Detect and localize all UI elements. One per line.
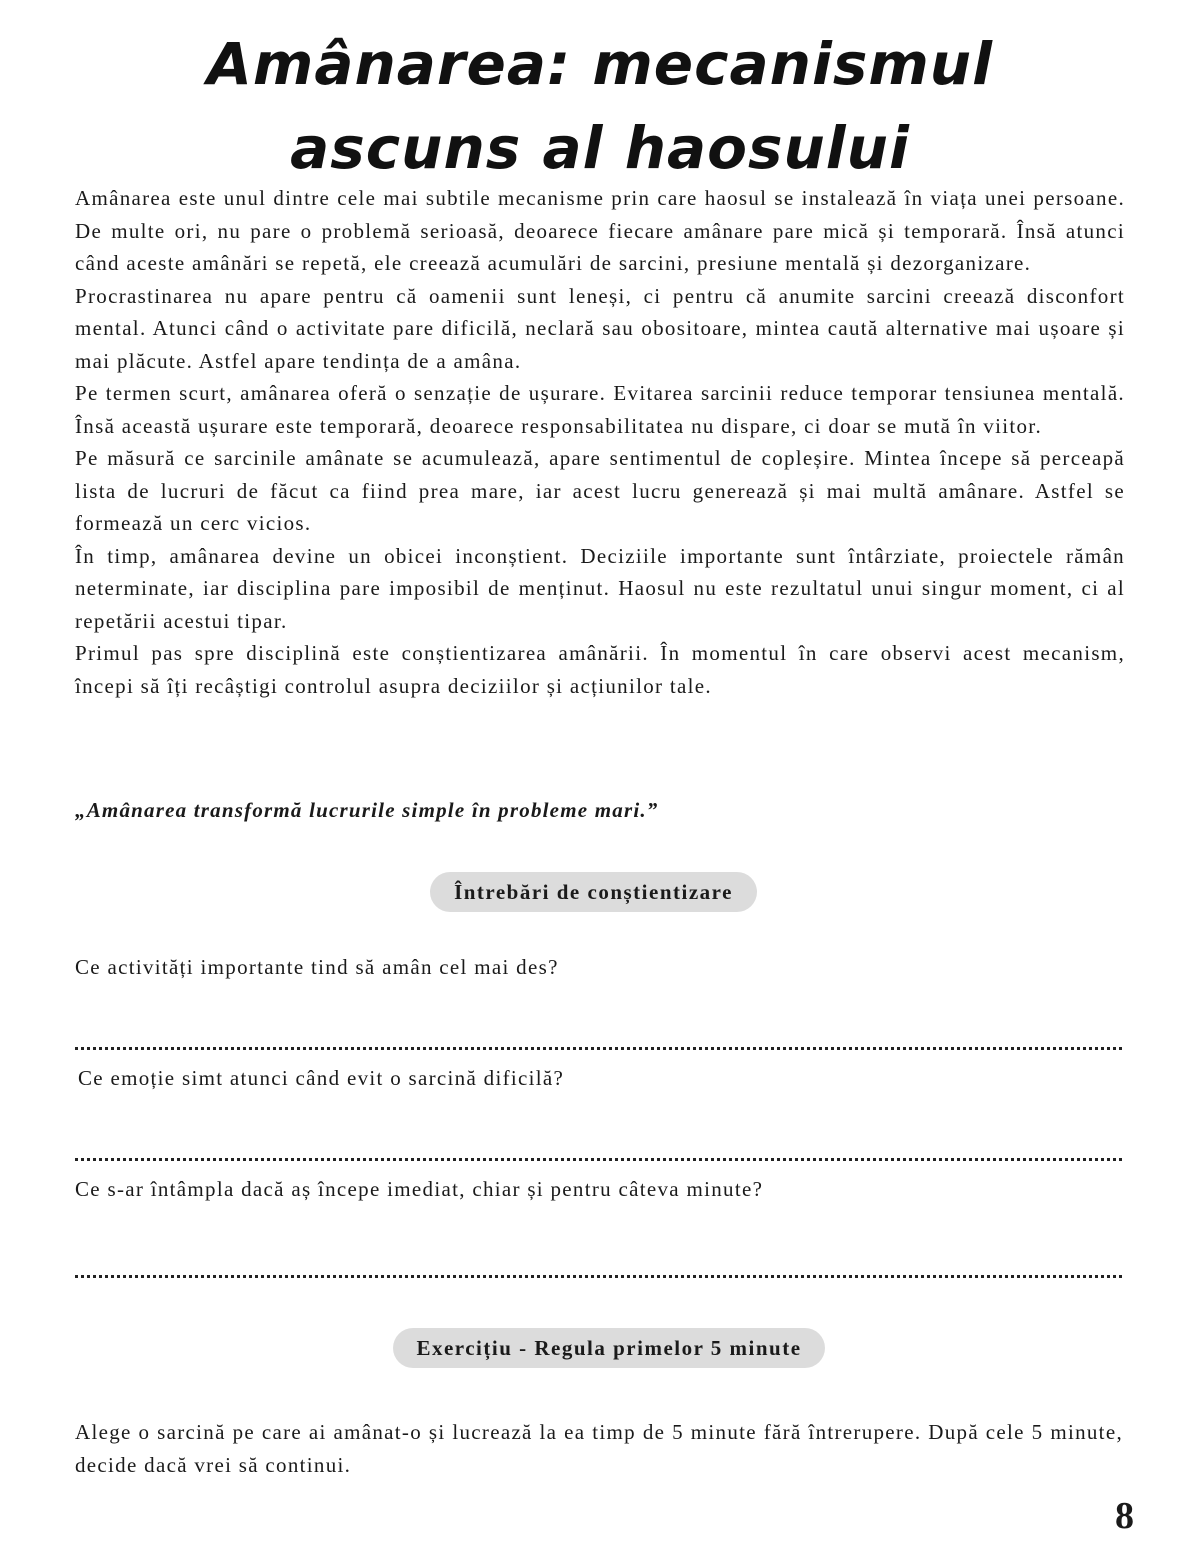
exercise-heading: Exercițiu - Regula primelor 5 minute	[393, 1328, 825, 1368]
answer-line-3[interactable]	[75, 1275, 1122, 1278]
paragraph: Pe măsură ce sarcinile amânate se acumulează, apare sentimentul de copleșire. Mintea începe să perceapă lista de lucruri de făcut ca fiind prea mare, iar acest lucru generează și mai multă amânare. Astfel se formează un cerc vicios.	[75, 446, 1125, 535]
quote: „Amânarea transformă lucrurile simple în probleme mari.”	[75, 798, 659, 822]
paragraph: Pe termen scurt, amânarea oferă o senzație de ușurare. Evitarea sarcinii reduce temporar tensiunea mentală. Însă această ușurare este temporară, deoarece responsabilitatea nu dispare, ci doar se mută în viitor.	[75, 381, 1125, 438]
answer-line-2[interactable]	[75, 1158, 1122, 1161]
awareness-questions-heading: Întrebări de conștientizare	[430, 872, 757, 912]
paragraph: Amânarea este unul dintre cele mai subtile mecanisme prin care haosul se instalează în viața unei persoane. De multe ori, nu pare o problemă serioasă, deoarece fiecare amânare pare mică și temporară. Însă atunci când aceste amânări se repetă, ele creează acumulări de sarcini, presiune mentală și dezorganizare.	[75, 186, 1125, 275]
question-1: Ce activități importante tind să amân cel mai des?	[75, 955, 559, 979]
question-2: Ce emoție simt atunci când evit o sarcină dificilă?	[78, 1066, 565, 1090]
paragraph: Procrastinarea nu apare pentru că oamenii sunt leneși, ci pentru că anumite sarcini creează disconfort mental. Atunci când o activitate pare dificilă, neclară sau obositoare, mintea caută alternative mai ușoare și mai plăcute. Astfel apare tendința de a amâna.	[75, 283, 1125, 373]
page-title: Amânarea: mecanismul ascuns al haosului	[207, 30, 993, 182]
exercise-text: Alege o sarcină pe care ai amânat-o și lucrează la ea timp de 5 minute fără întrerupere. După cele 5 minute, decide dacă vrei să continui.	[75, 1420, 1123, 1477]
body-text	[75, 182, 1125, 702]
question-3: Ce s-ar întâmpla dacă aș începe imediat, chiar și pentru câteva minute?	[75, 1177, 764, 1201]
paragraph: În timp, amânarea devine un obicei inconștient. Deciziile importante sunt întârziate, proiectele rămân neterminate, iar disciplina pare imposibil de menținut. Haosul nu este rezultatul unui singur moment, ci al repetării acestui tipar.	[75, 543, 1125, 633]
answer-line-1[interactable]	[75, 1047, 1122, 1050]
page-number: 8	[1115, 1495, 1134, 1537]
paragraph: Primul pas spre disciplină este conștientizarea amânării. În momentul în care observi acest mecanism, începi să îți recâștigi controlul asupra deciziilor și acțiunilor tale.	[75, 641, 1125, 698]
